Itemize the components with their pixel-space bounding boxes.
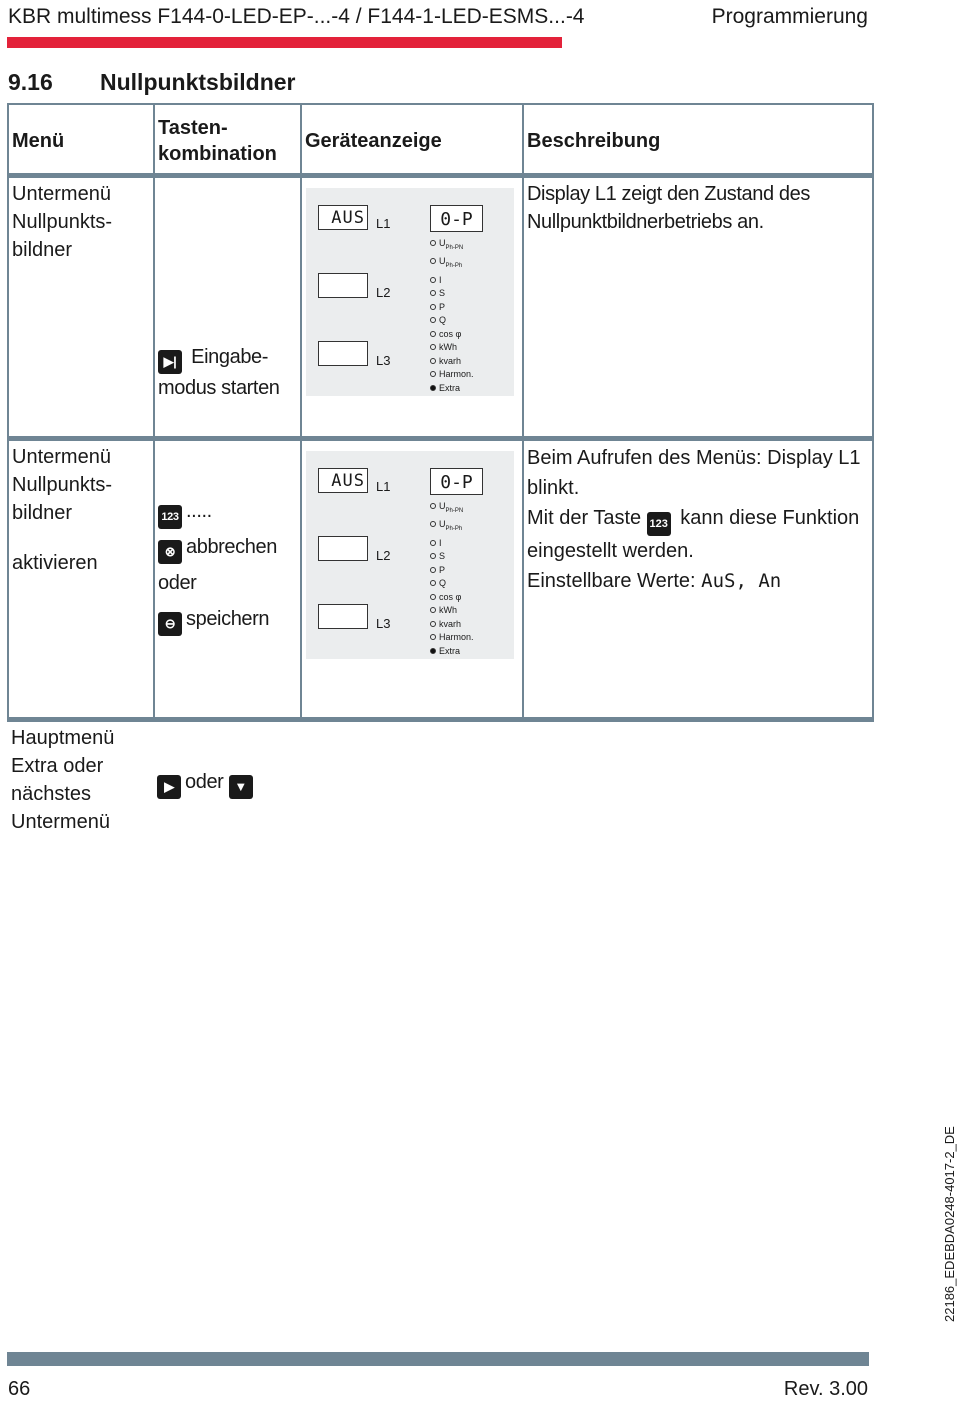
skip-next-key-icon: ▶| xyxy=(158,350,182,374)
led-dot-icon xyxy=(430,567,436,573)
led-dot-icon xyxy=(430,621,436,627)
device-display xyxy=(306,188,514,396)
label-l1: L1 xyxy=(376,216,391,231)
header-title: KBR multimess F144-0-LED-EP-...-4 / F144-1-LED-ESMS...-4 xyxy=(8,5,585,28)
keys-or: oder xyxy=(185,771,224,793)
display-l2 xyxy=(318,536,368,561)
led-list xyxy=(430,237,474,395)
row2-keys xyxy=(154,439,301,720)
save-key-icon: ⊖ xyxy=(158,612,182,636)
keys-or: oder xyxy=(158,572,197,594)
description-line: Einstellbare Werte: AuS, An xyxy=(527,570,782,592)
description-line: Beim Aufrufen des Menüs: Display L1 blinkt. xyxy=(527,447,861,499)
led-indicator: kWh xyxy=(430,604,474,618)
right-arrow-key-icon: ▶ xyxy=(157,775,181,799)
led-indicator-active: Extra xyxy=(430,645,474,659)
led-indicator: $U_{Ph-Ph}$ xyxy=(430,255,474,273)
display-mode: 0-P xyxy=(430,205,483,232)
label-l3: L3 xyxy=(376,616,391,631)
menu-line: aktivieren xyxy=(12,552,98,574)
header-keys-line2: kombination xyxy=(158,143,277,165)
led-dot-icon xyxy=(430,290,436,296)
display-l2 xyxy=(318,273,368,298)
row2-menu xyxy=(8,439,154,720)
led-dot-icon xyxy=(430,331,436,337)
led-indicator: S xyxy=(430,550,474,564)
document-id: 22186_EDEBDA0248-4017-2_DE xyxy=(942,1126,957,1322)
led-indicator: $U_{Ph-PN}$ xyxy=(430,500,474,518)
cancel-key-icon: ⊗ xyxy=(158,540,182,564)
led-indicator: P xyxy=(430,564,474,578)
header-keys-line1: Tasten- xyxy=(158,117,228,139)
display-l1: AUS xyxy=(318,205,368,230)
led-indicator: $U_{Ph-PN}$ xyxy=(430,237,474,255)
row1-keys xyxy=(154,176,301,439)
led-dot-icon xyxy=(430,553,436,559)
table-row xyxy=(8,439,873,720)
keys-text: modus starten xyxy=(158,377,280,399)
menu-line: Nullpunkts- xyxy=(12,474,113,496)
menu-line: Untermenü xyxy=(12,446,111,468)
row1-menu xyxy=(8,176,154,439)
led-dot-icon xyxy=(430,317,436,323)
led-dot-icon xyxy=(430,503,436,509)
led-dot-icon xyxy=(430,304,436,310)
led-indicator: kvarh xyxy=(430,355,474,369)
device-display xyxy=(306,451,514,659)
led-indicator: Q xyxy=(430,577,474,591)
header-display: Geräteanzeige xyxy=(301,104,523,176)
led-dot-icon xyxy=(430,371,436,377)
led-dot-icon xyxy=(430,607,436,613)
header-chapter: Programmierung xyxy=(711,5,868,28)
menu-line: Nullpunkts- xyxy=(12,211,113,233)
display-l1: AUS xyxy=(318,468,368,493)
programming-table xyxy=(7,103,874,885)
label-l1: L1 xyxy=(376,479,391,494)
table-header-row xyxy=(8,104,873,176)
led-indicator: S xyxy=(430,287,474,301)
numeric-key-icon: 123 xyxy=(647,512,671,536)
footer-bar xyxy=(7,1352,869,1366)
page-number: 66 xyxy=(8,1378,31,1400)
led-dot-filled-icon xyxy=(430,385,436,391)
row3-display xyxy=(301,720,523,886)
led-indicator: cos φ xyxy=(430,591,474,605)
label-l3: L3 xyxy=(376,353,391,368)
menu-line: bildner xyxy=(12,502,73,524)
table-row xyxy=(8,176,873,439)
display-mode: 0-P xyxy=(430,468,483,495)
header-keys xyxy=(154,104,301,176)
led-list xyxy=(430,500,474,658)
section-title: Nullpunktsbildner xyxy=(100,69,296,95)
revision: Rev. 3.00 xyxy=(783,1378,868,1400)
led-dot-icon xyxy=(430,358,436,364)
header-accent-bar xyxy=(7,37,562,48)
keys-cancel: abbrechen xyxy=(186,536,277,558)
row3-description xyxy=(523,720,873,886)
led-indicator: kWh xyxy=(430,341,474,355)
label-l2: L2 xyxy=(376,548,391,563)
settable-values: AuS, An xyxy=(701,570,782,592)
header-description: Beschreibung xyxy=(523,104,873,176)
led-dot-icon xyxy=(430,634,436,640)
table-row xyxy=(8,720,873,886)
led-indicator: $U_{Ph-Ph}$ xyxy=(430,518,474,536)
menu-line: Extra oder xyxy=(11,755,104,777)
numeric-key-icon: 123 xyxy=(158,505,182,529)
led-dot-icon xyxy=(430,540,436,546)
led-dot-filled-icon xyxy=(430,648,436,654)
led-indicator-active: Extra xyxy=(430,382,474,396)
led-dot-icon xyxy=(430,240,436,246)
down-arrow-key-icon: ▼ xyxy=(229,775,253,799)
menu-line: nächstes xyxy=(11,783,92,805)
row3-menu xyxy=(8,720,154,886)
led-indicator: Q xyxy=(430,314,474,328)
led-indicator: Harmon. xyxy=(430,631,474,645)
led-indicator: I xyxy=(430,537,474,551)
keys-text: Eingabe- xyxy=(191,346,269,368)
section-number: 9.16 xyxy=(8,69,53,95)
led-indicator: kvarh xyxy=(430,618,474,632)
row2-display xyxy=(301,439,523,720)
label-l2: L2 xyxy=(376,285,391,300)
led-dot-icon xyxy=(430,521,436,527)
section-heading xyxy=(8,69,296,96)
menu-line: Hauptmenü xyxy=(11,727,115,749)
row2-description xyxy=(523,439,873,720)
led-dot-icon xyxy=(430,594,436,600)
menu-line: bildner xyxy=(12,239,73,261)
menu-line: Untermenü xyxy=(12,183,111,205)
row3-keys xyxy=(154,720,301,886)
led-dot-icon xyxy=(430,344,436,350)
led-indicator: P xyxy=(430,301,474,315)
led-dot-icon xyxy=(430,580,436,586)
description-line: Mit der Taste 123 kann diese Funktion eingestellt werden. xyxy=(527,507,860,562)
menu-line: Untermenü xyxy=(11,811,110,833)
led-dot-icon xyxy=(430,258,436,264)
led-indicator: I xyxy=(430,274,474,288)
keys-dots: ..... xyxy=(186,500,212,522)
keys-save: speichern xyxy=(186,608,270,630)
display-l3 xyxy=(318,341,368,366)
led-indicator: Harmon. xyxy=(430,368,474,382)
led-dot-icon xyxy=(430,277,436,283)
row1-display xyxy=(301,176,523,439)
display-l3 xyxy=(318,604,368,629)
row1-description: Display L1 zeigt den Zustand des Nullpunktbildnerbetriebs an. xyxy=(523,176,873,439)
header-menu: Menü xyxy=(8,104,154,176)
led-indicator: cos φ xyxy=(430,328,474,342)
